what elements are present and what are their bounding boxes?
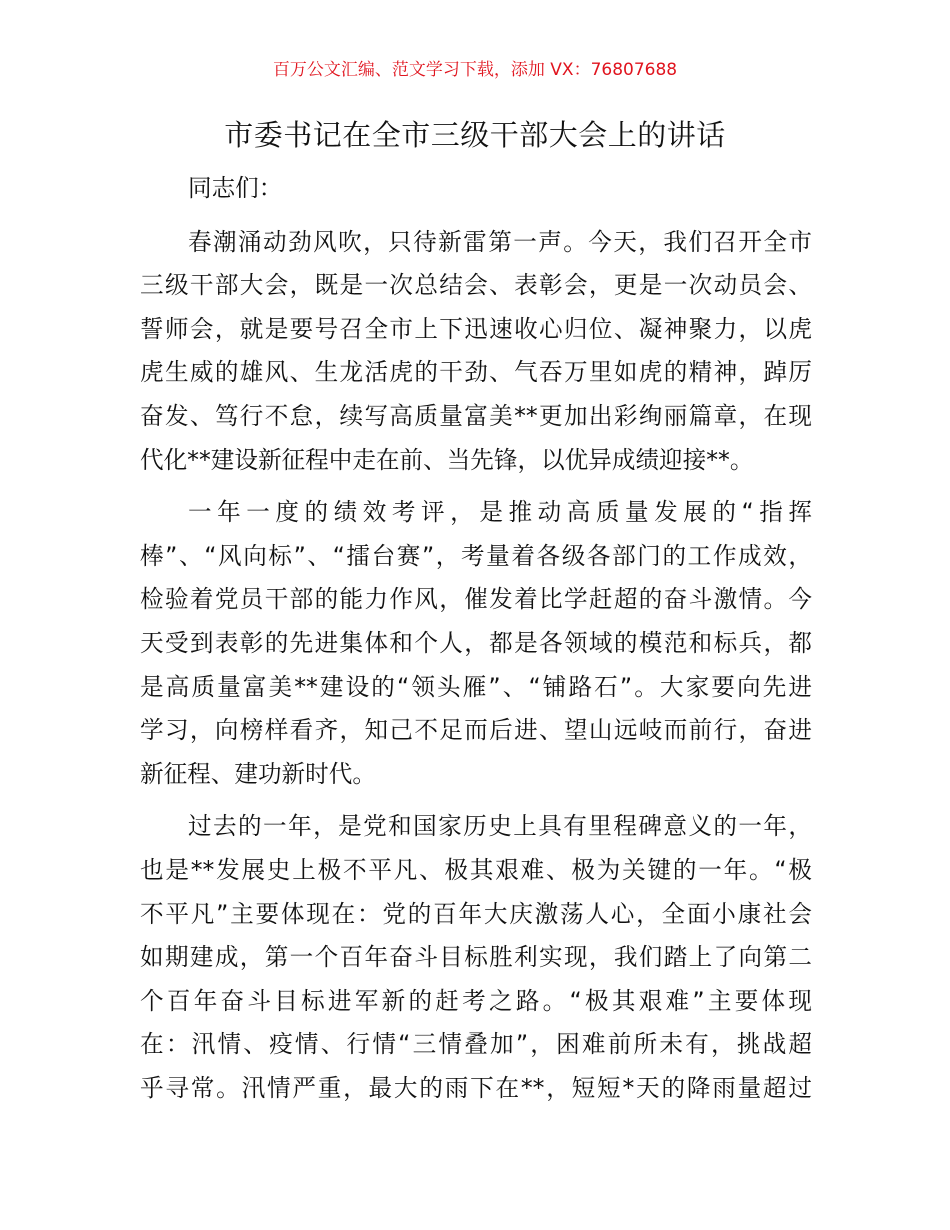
- paragraph-line: 是高质量富美**建设的“领头雁”、“铺路石”。大家要向先进: [140, 672, 812, 701]
- paragraph-2: [140, 491, 812, 796]
- paragraph-line: 奋发、笃行不怠，续写高质量富美**更加出彩绚丽篇章，在现: [140, 401, 812, 430]
- document-body: [140, 167, 812, 1110]
- paragraph-line: 一年一度的绩效考评，是推动高质量发展的“指挥: [188, 498, 812, 527]
- paragraph-line: 誓师会，就是要号召全市上下迅速收心归位、凝神聚力，以虎: [140, 314, 812, 343]
- watermark-banner: 百万公文汇编、范文学习下载，添加 VX：76807688: [272, 60, 678, 80]
- paragraph-line: 春潮涌动劲风吹，只待新雷第一声。今天，我们召开全市: [188, 227, 812, 256]
- paragraph-line: 三级干部大会，既是一次总结会、表彰会，更是一次动员会、: [140, 271, 812, 300]
- paragraph-3: [140, 805, 812, 1110]
- paragraph-line: 乎寻常。汛情严重，最大的雨下在**，短短*天的降雨量超过: [140, 1073, 812, 1102]
- paragraph-line: 不平凡”主要体现在：党的百年大庆激荡人心，全面小康社会: [140, 899, 812, 928]
- paragraph-gap: [140, 482, 812, 491]
- paragraph-line: 个百年奋斗目标进军新的赶考之路。“极其艰难”主要体现: [140, 986, 812, 1015]
- paragraph-line: 学习，向榜样看齐，知己不足而后进、望山远岐而前行，奋进: [140, 716, 812, 745]
- paragraph-1: [140, 221, 812, 483]
- document-title: 市委书记在全市三级干部大会上的讲话: [224, 118, 726, 152]
- paragraph-line: 也是**发展史上极不平凡、极其艰难、极为关键的一年。“极: [140, 855, 812, 884]
- paragraph-line: 新征程、建功新时代。: [140, 759, 376, 788]
- paragraph-line: 棒”、“风向标”、“擂台赛”，考量着各级各部门的工作成效，: [140, 541, 812, 570]
- paragraph-line: 虎生威的雄风、生龙活虎的干劲、气吞万里如虎的精神，踔厉: [140, 358, 812, 387]
- paragraph-line: 过去的一年，是党和国家历史上具有里程碑意义的一年，: [188, 812, 812, 841]
- paragraph-line: 如期建成，第一个百年奋斗目标胜利实现，我们踏上了向第二: [140, 943, 812, 972]
- paragraph-line: 在：汛情、疫情、行情“三情叠加”，困难前所未有，挑战超: [140, 1030, 812, 1059]
- paragraph-line: 天受到表彰的先进集体和个人，都是各领域的模范和标兵，都: [140, 628, 812, 657]
- paragraph-line: 检验着党员干部的能力作风，催发着比学赶超的奋斗激情。今: [140, 585, 812, 614]
- paragraph-line: 代化**建设新征程中走在前、当先锋，以优异成绩迎接**。: [140, 445, 754, 474]
- paragraph-gap: [140, 796, 812, 805]
- salutation: 同志们：: [188, 174, 283, 202]
